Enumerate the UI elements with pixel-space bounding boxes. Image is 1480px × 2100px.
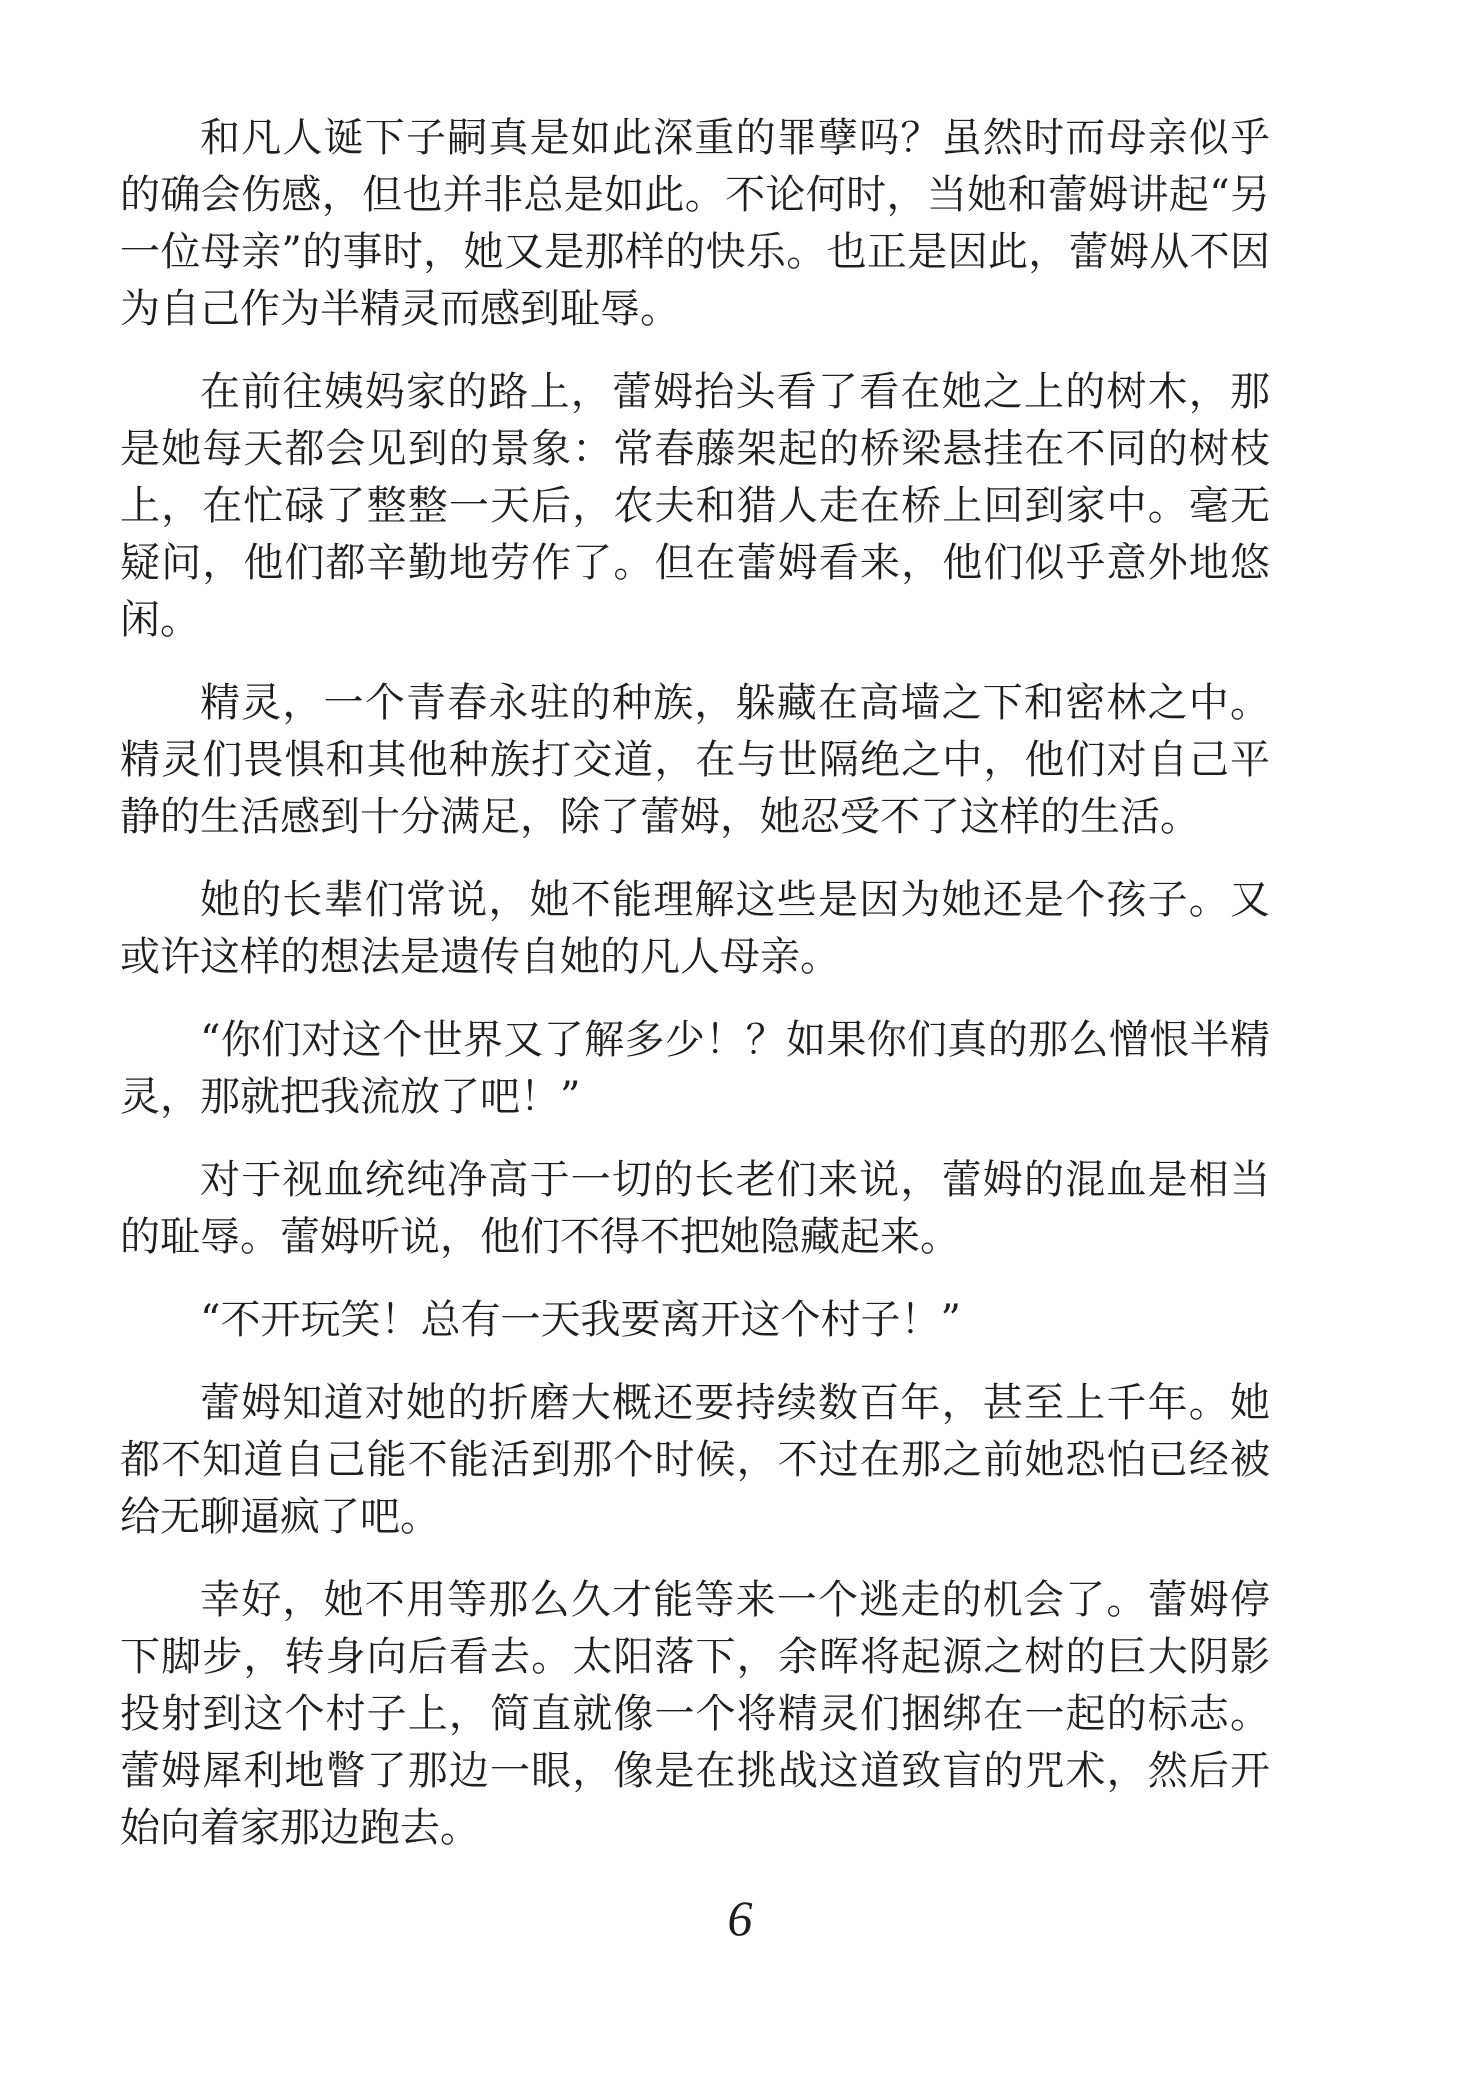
paragraph: 和凡人诞下子嗣真是如此深重的罪孽吗？虽然时而母亲似乎的确会伤感，但也并非总是如此。不论何时，当她和蕾姆讲起“另一位母亲”的事时，她又是那样的快乐。也正是因此，蕾姆从不因为自己作为半精灵而感到耻辱。 [120, 115, 1270, 332]
paragraph: 对于视血统纯净高于一切的长老们来说，蕾姆的混血是相当的耻辱。蕾姆听说，他们不得不把她隐藏起来。 [120, 1157, 1270, 1260]
paragraph: 精灵，一个青春永驻的种族，躲藏在高墙之下和密林之中。精灵们畏惧和其他种族打交道，在与世隔绝之中，他们对自己平静的生活感到十分满足，除了蕾姆，她忍受不了这样的生活。 [120, 680, 1270, 840]
dialogue-paragraph: “不开玩笑！总有一天我要离开这个村子！” [200, 1297, 961, 1343]
paragraph: 在前往姨妈家的路上，蕾姆抬头看了看在她之上的树木，那是她每天都会见到的景象：常春藤架起的桥梁悬挂在不同的树枝上，在忙碌了整整一天后，农夫和猎人走在桥上回到家中。毫无疑问，他们都辛勤地劳作了。但在蕾姆看来，他们似乎意外地悠闲。 [120, 369, 1270, 643]
paragraph: 她的长辈们常说，她不能理解这些是因为她还是个孩子。又或许这样的想法是遗传自她的凡人母亲。 [120, 877, 1270, 980]
page-number: 6 [727, 1890, 753, 1946]
page-body [120, 110, 1270, 1883]
paragraph: 幸好，她不用等那么久才能等来一个逃走的机会了。蕾姆停下脚步，转身向后看去。太阳落下，余晖将起源之树的巨大阴影投射到这个村子上，简直就像一个将精灵们捆绑在一起的标志。蕾姆犀利地瞥了那边一眼，像是在挑战这道致盲的咒术，然后开始向着家那边跑去。 [120, 1577, 1270, 1851]
dialogue-paragraph: “你们对这个世界又了解多少！？如果你们真的那么憎恨半精灵，那就把我流放了吧！” [120, 1017, 1270, 1120]
paragraph: 蕾姆知道对她的折磨大概还要持续数百年，甚至上千年。她都不知道自己能不能活到那个时候，不过在那之前她恐怕已经被给无聊逼疯了吧。 [120, 1380, 1270, 1540]
